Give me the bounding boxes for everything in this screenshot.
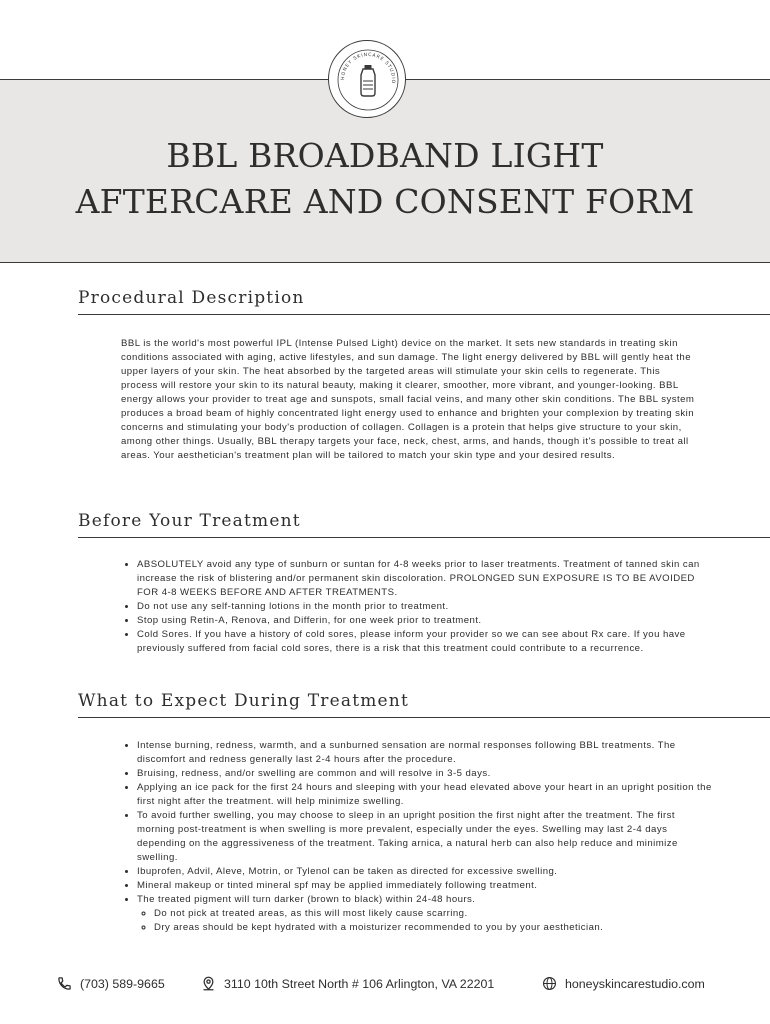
sub-list: [137, 907, 712, 935]
footer-website[interactable]: [542, 976, 705, 991]
footer-contact-bar: [57, 976, 737, 994]
procedural-description-paragraph: BBL is the world's most powerful IPL (Intense Pulsed Light) device on the market. It sets new standards in treating skin conditions associated with aging, active lifestyles, and sun damage. The light energy delivered by BBL will gently heat the upper layers of your skin. The heat absorbed by the targeted areas will stimulate your skin cells to regenerate. This process will restore your skin to its natural beauty, making it clearer, smoother, more vibrant, and younger-looking. BBL energy allows your provider to treat age and sunspots, small facial veins, and many other skin conditions. The BBL system produces a broad beam of highly concentrated light energy used to enhance and brighten your complexion by treating skin concerns and stimulating your body's production of collagen. Collagen is a protein that helps give structure to your skin, among other things. Usually, BBL therapy targets your face, neck, chest, arms, and hands, though it's possible to treat all areas. Your aesthetician's treatment plan will be tailored to match your skin type and your desired results.: [121, 338, 695, 461]
footer-phone-text: (703) 589-9665: [80, 976, 165, 991]
list-item: • Intense burning, redness, warmth, and a sunburned sensation are normal responses following BBL treatments. The discomfort and redness generally last 2-4 hours after the procedure.: [137, 739, 712, 767]
list-item-text: The treated pigment will turn darker (brown to black) within 24-48 hours.: [137, 894, 476, 905]
title-line-1: BBL BROADBAND LIGHT: [166, 136, 604, 175]
before-treatment-list: [121, 558, 712, 656]
studio-logo: [328, 40, 406, 118]
list-item: • Cold Sores. If you have a history of cold sores, please inform your provider so we can see about Rx care. If you have previously suffered from facial cold sores, there is a risk that this treatment could contribute to a recurrence.: [137, 628, 712, 656]
section-heading-procedural-description: Procedural Description: [78, 288, 770, 315]
list-item: • Do not use any self-tanning lotions in the month prior to treatment.: [137, 600, 712, 614]
list-item: • Ibuprofen, Advil, Aleve, Motrin, or Tylenol can be taken as directed for excessive swelling.: [137, 865, 712, 879]
globe-icon: [542, 976, 557, 991]
list-item: • Bruising, redness, and/or swelling are common and will resolve in 3-5 days.: [137, 767, 712, 781]
location-pin-icon: [201, 976, 216, 991]
title-line-2: AFTERCARE AND CONSENT FORM: [75, 182, 695, 221]
footer-website-link[interactable]: honeyskincarestudio.com: [565, 976, 705, 991]
list-item: • Stop using Retin-A, Renova, and Differin, for one week prior to treatment.: [137, 614, 712, 628]
footer-phone: [57, 976, 165, 991]
list-item: • ABSOLUTELY avoid any type of sunburn or suntan for 4-8 weeks prior to laser treatments. Treatment of tanned skin can increase the risk of blistering and/or permanent skin discoloration. PROLONGED SUN EXPOSURE IS TO BE AVOIDED FOR 4-8 WEEKS BEFORE AND AFTER TREATMENTS.: [137, 558, 712, 600]
svg-text:HONEY SKINCARE STUDIO: HONEY SKINCARE STUDIO: [340, 52, 396, 85]
what-to-expect-list: [121, 739, 712, 935]
list-item: • Applying an ice pack for the first 24 hours and sleeping with your head elevated above your heart in an upright position the first night after the treatment. will help minimize swelling.: [137, 781, 712, 809]
logo-emblem-icon: [329, 41, 407, 119]
sub-list-item: ◦ Dry areas should be kept hydrated with a moisturizer recommended to you by your aesthetician.: [154, 921, 712, 935]
section-heading-before-treatment: Before Your Treatment: [78, 511, 770, 538]
footer-address-text: 3110 10th Street North # 106 Arlington, VA 22201: [224, 976, 495, 991]
section-heading-what-to-expect: What to Expect During Treatment: [78, 691, 770, 718]
sub-list-item: ◦ Do not pick at treated areas, as this will most likely cause scarring.: [154, 907, 712, 921]
page-title: [0, 133, 770, 225]
list-item: [137, 893, 712, 935]
list-item: • To avoid further swelling, you may choose to sleep in an upright position the first night after the treatment. The first morning post-treatment is when swelling is more prevalent, especially under the eyes. Swelling may last 2-4 days depending on the aggressiveness of the treatment. Taking arnica, a natural herb can also help reduce and minimize swelling.: [137, 809, 712, 865]
footer-address: [201, 976, 494, 991]
phone-icon: [57, 976, 72, 991]
list-item: • Mineral makeup or tinted mineral spf may be applied immediately following treatment.: [137, 879, 712, 893]
